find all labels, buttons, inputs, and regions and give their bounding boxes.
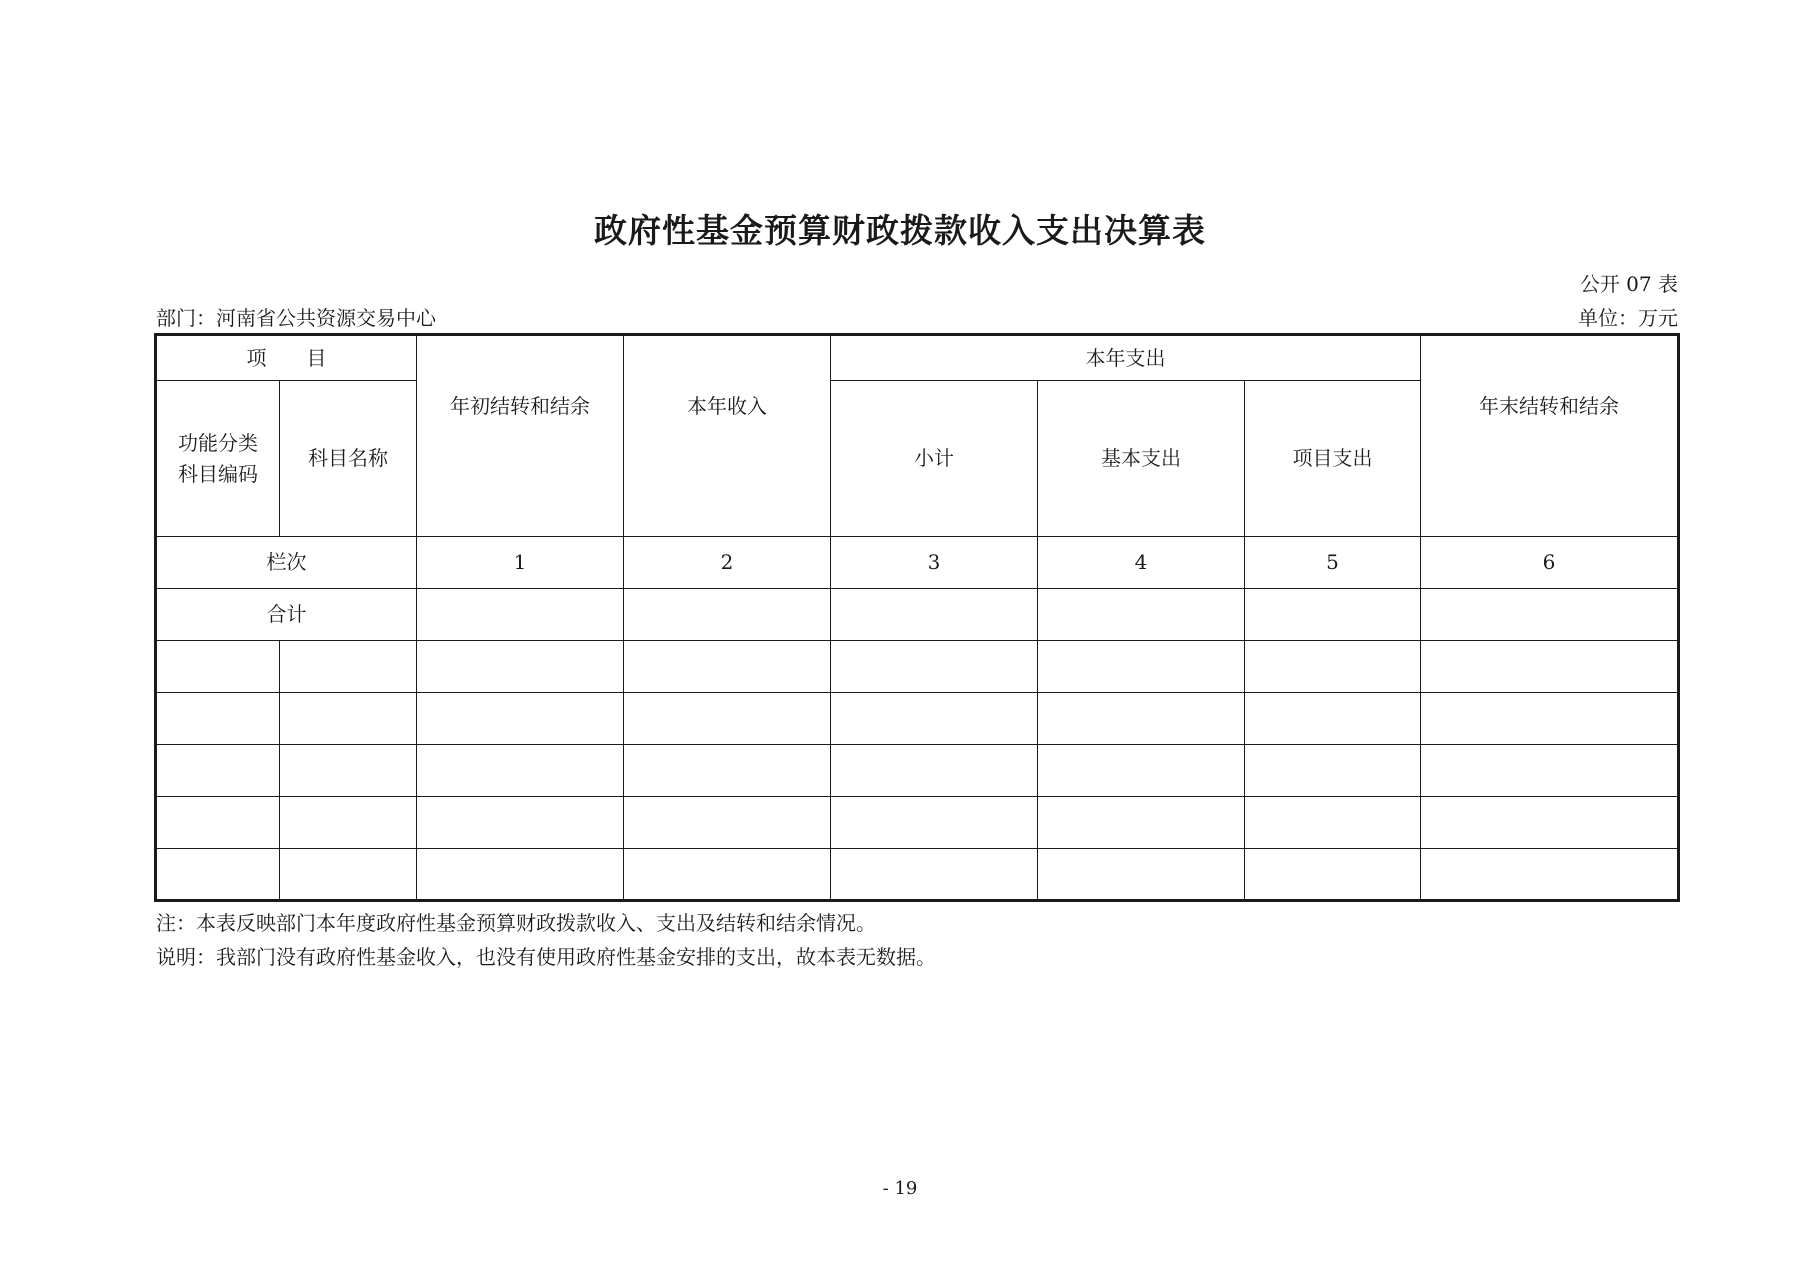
page-number: - 19 — [882, 1178, 918, 1199]
table-cell — [1421, 641, 1679, 693]
table-cell — [1421, 589, 1679, 641]
table-cell — [1038, 745, 1245, 797]
table-cell — [624, 849, 831, 901]
table-cell — [624, 589, 831, 641]
header-current-income: 本年收入 — [624, 335, 831, 537]
table-cell — [831, 797, 1038, 849]
index-6: 6 — [1421, 537, 1679, 589]
table-cell — [831, 693, 1038, 745]
table-cell — [1038, 693, 1245, 745]
form-code: 公开 07 表 — [1579, 272, 1678, 296]
header-item: 项 目 — [156, 335, 417, 381]
table-cell — [1421, 693, 1679, 745]
budget-table — [154, 333, 1680, 902]
table-cell — [1038, 589, 1245, 641]
table-cell — [1421, 745, 1679, 797]
table-cell — [1038, 849, 1245, 901]
header-current-expense: 本年支出 — [831, 335, 1421, 381]
table-cell — [1245, 797, 1421, 849]
explanation-text: 说明：我部门没有政府性基金收入，也没有使用政府性基金安排的支出，故本表无数据。 — [156, 945, 936, 969]
table-cell — [280, 745, 417, 797]
index-5: 5 — [1245, 537, 1421, 589]
table-cell — [831, 745, 1038, 797]
table-cell — [280, 849, 417, 901]
header-subject-name: 科目名称 — [280, 381, 417, 537]
table-row-total — [156, 589, 1679, 641]
row-total-label: 合计 — [156, 589, 417, 641]
index-2: 2 — [624, 537, 831, 589]
notes-block — [156, 906, 936, 974]
page-title: 政府性基金预算财政拨款收入支出决算表 — [594, 211, 1206, 250]
unit-label: 单位：万元 — [1578, 306, 1678, 330]
table-cell — [624, 797, 831, 849]
table-cell — [624, 641, 831, 693]
table-cell — [1421, 797, 1679, 849]
note-text: 注：本表反映部门本年度政府性基金预算财政拨款收入、支出及结转和结余情况。 — [156, 911, 876, 935]
table-cell — [156, 641, 280, 693]
table-cell — [156, 797, 280, 849]
table-cell — [831, 849, 1038, 901]
table-row — [156, 745, 1679, 797]
table-cell — [417, 745, 624, 797]
header-closing-balance: 年末结转和结余 — [1421, 335, 1679, 537]
table-cell — [280, 797, 417, 849]
table-cell — [1038, 641, 1245, 693]
table-cell — [1245, 641, 1421, 693]
table-cell — [1038, 797, 1245, 849]
table-cell — [831, 641, 1038, 693]
table-cell — [831, 589, 1038, 641]
table-cell — [417, 693, 624, 745]
table-cell — [417, 641, 624, 693]
table-cell — [156, 849, 280, 901]
table-row — [156, 849, 1679, 901]
table-row — [156, 641, 1679, 693]
table-cell — [156, 693, 280, 745]
table-cell — [280, 641, 417, 693]
index-4: 4 — [1038, 537, 1245, 589]
department-label: 部门：河南省公共资源交易中心 — [156, 306, 436, 330]
table-row — [156, 797, 1679, 849]
table-cell — [1421, 849, 1679, 901]
index-3: 3 — [831, 537, 1038, 589]
table-cell — [280, 693, 417, 745]
row-index-label: 栏次 — [156, 537, 417, 589]
header-project-expense: 项目支出 — [1245, 381, 1421, 537]
table-cell — [624, 745, 831, 797]
header-opening-balance: 年初结转和结余 — [417, 335, 624, 537]
table-cell — [417, 589, 624, 641]
table-row — [156, 693, 1679, 745]
table-cell — [1245, 849, 1421, 901]
table-cell — [624, 693, 831, 745]
header-function-code: 功能分类 科目编码 — [156, 381, 280, 537]
header-basic-expense: 基本支出 — [1038, 381, 1245, 537]
table-cell — [1245, 745, 1421, 797]
table-cell — [156, 745, 280, 797]
table-cell — [1245, 589, 1421, 641]
table-cell — [1245, 693, 1421, 745]
table-cell — [417, 797, 624, 849]
header-subtotal: 小计 — [831, 381, 1038, 537]
table-cell — [417, 849, 624, 901]
index-1: 1 — [417, 537, 624, 589]
